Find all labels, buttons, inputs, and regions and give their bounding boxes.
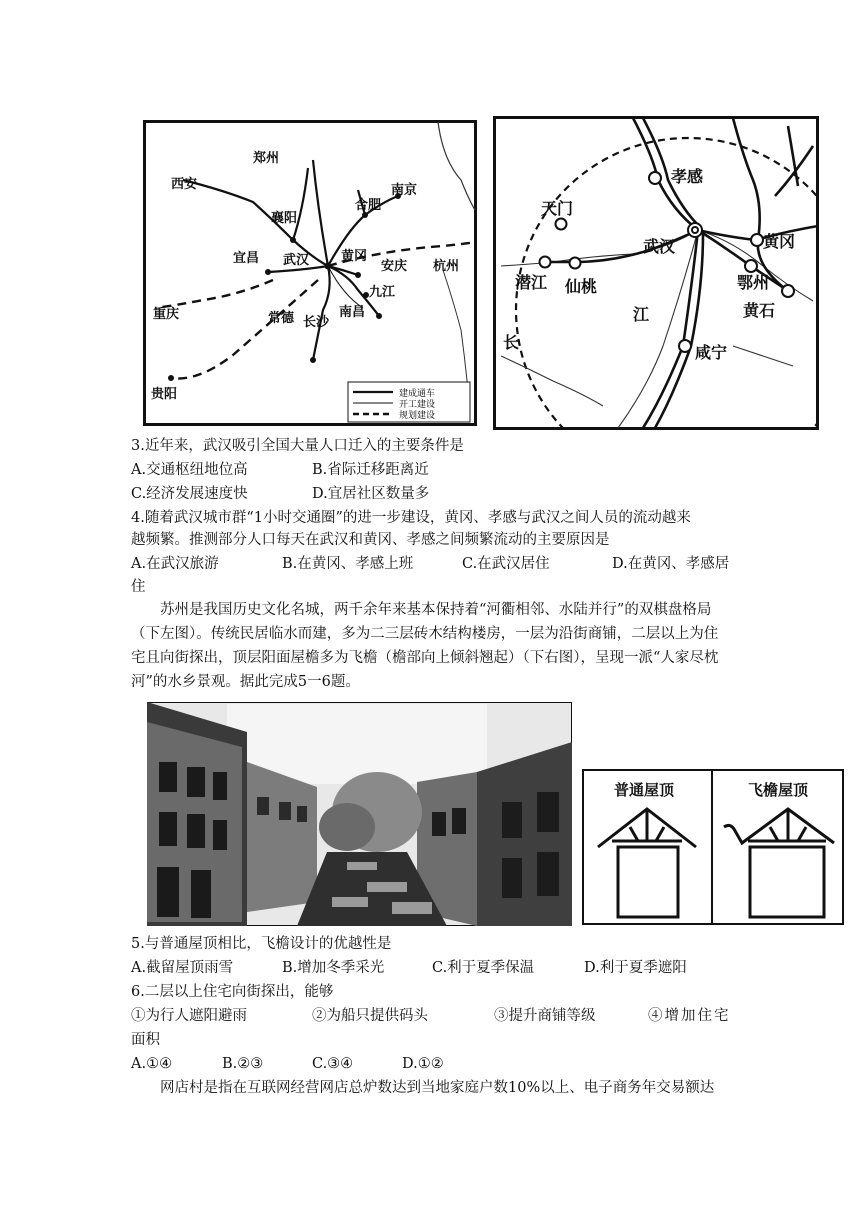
legend-label: 开工建设	[399, 400, 436, 410]
city-label: 潜江	[515, 273, 548, 292]
question-3-option-b: B.省际迁移距离近	[312, 462, 429, 478]
question-6-statement-4: ④增加住宅	[648, 1008, 731, 1024]
question-3-option-c: C.经济发展速度快	[131, 486, 248, 502]
question-6-option-c: C.③④	[312, 1056, 354, 1072]
city-label: 南昌	[339, 305, 366, 320]
question-6-option-b: B.②③	[222, 1056, 264, 1072]
river-label: 长	[503, 333, 520, 352]
question-6-statement-3: ③提升商铺等级	[494, 1008, 596, 1024]
question-3-stem: 3.近年来，武汉吸引全国大量人口迁入的主要条件是	[131, 438, 464, 454]
city-label: 常德	[268, 311, 295, 326]
city-label: 黄石	[743, 301, 776, 320]
question-5-stem: 5.与普通屋顶相比，飞檐设计的优越性是	[131, 936, 392, 952]
city-label: 咸宁	[695, 343, 728, 362]
city-label: 襄阳	[271, 211, 298, 226]
city-label: 天门	[541, 199, 574, 218]
question-6-statement-4-cont: 面积	[131, 1032, 160, 1048]
city-label: 黄冈	[763, 232, 796, 251]
question-6-option-d: D.①②	[402, 1056, 444, 1072]
flying-eave-roof-label: 飞檐屋顶	[748, 781, 809, 799]
city-label: 贵阳	[151, 387, 178, 402]
suzhou-canal-photo	[147, 702, 572, 926]
city-label: 长沙	[303, 315, 330, 330]
question-6-stem: 6.二层以上住宅向街探出，能够	[131, 984, 334, 1000]
question-5-option-c: C.利于夏季保温	[432, 960, 535, 976]
city-label: 杭州	[433, 259, 460, 274]
question-5-option-a: A.截留屋顶雨雪	[131, 960, 234, 976]
question-4-option-c: C.在武汉居住	[462, 556, 550, 572]
question-6-statement-2: ②为船只提供码头	[312, 1008, 428, 1024]
transport-network-map	[143, 120, 477, 426]
city-label: 安庆	[381, 259, 408, 274]
city-label: 南京	[391, 183, 418, 198]
question-6-option-a: A.①④	[131, 1056, 173, 1072]
city-label: 重庆	[153, 307, 180, 322]
city-label: 合肥	[355, 198, 382, 213]
question-4-option-d: D.在黄冈、孝感居	[612, 556, 730, 572]
city-label: 黄冈	[341, 249, 368, 264]
city-label: 仙桃	[565, 277, 598, 296]
question-4-option-b: B.在黄冈、孝感上班	[282, 556, 414, 572]
question-4-stem: 4.随着武汉城市群“1小时交通圈”的进一步建设，黄冈、孝感与武汉之间人员的流动越来	[131, 510, 691, 526]
question-3-option-d: D.宜居社区数量多	[312, 486, 430, 502]
roof-comparison-diagram	[582, 769, 844, 925]
question-3-option-a: A.交通枢纽地位高	[131, 462, 248, 478]
ordinary-roof-label: 普通屋顶	[614, 781, 675, 799]
legend-label: 建成通车	[399, 389, 436, 399]
river-label: 江	[633, 305, 650, 324]
city-label: 武汉	[283, 253, 310, 268]
question-4-option-a: A.在武汉旅游	[131, 556, 219, 572]
wuhan-city-cluster-map	[493, 116, 819, 430]
map-legend	[348, 382, 470, 422]
city-label: 武汉	[643, 237, 676, 256]
city-label: 西安	[171, 177, 198, 192]
city-label: 孝感	[671, 167, 704, 186]
suzhou-passage: 苏州是我国历史文化名城，两千余年来基本保持着“河衢相邻、水陆并行”的双棋盘格局（下左图）。传统民居临水而建，多为二三层砖木结构楼房，一层为沿街商铺，二层以上为住宅且向街探出，顶层阳面屋檐多为飞檐（檐部向上倾斜翘起）（下右图），呈现一派“人家尽枕河”的水乡景观。据此完成5一6题。	[131, 602, 719, 690]
question-4-stem-cont: 越频繁。推测部分人口每天在武汉和黄冈、孝感之间频繁流动的主要原因是	[131, 532, 610, 548]
question-5-option-d: D.利于夏季遮阳	[584, 960, 687, 976]
city-label: 郑州	[253, 151, 280, 166]
question-5-option-b: B.增加冬季采光	[282, 960, 385, 976]
question-6-statement-1: ①为行人遮阳避雨	[131, 1008, 247, 1024]
question-4-option-d-cont: 住	[131, 579, 146, 595]
city-label: 鄂州	[737, 273, 770, 292]
city-label: 宜昌	[233, 251, 260, 266]
legend-label: 规划建设	[399, 411, 436, 421]
city-label: 九江	[369, 285, 396, 300]
online-shop-village-passage: 网店村是指在互联网经营网店总炉数达到当地家庭户数10%以上、电子商务年交易额达	[160, 1080, 715, 1096]
